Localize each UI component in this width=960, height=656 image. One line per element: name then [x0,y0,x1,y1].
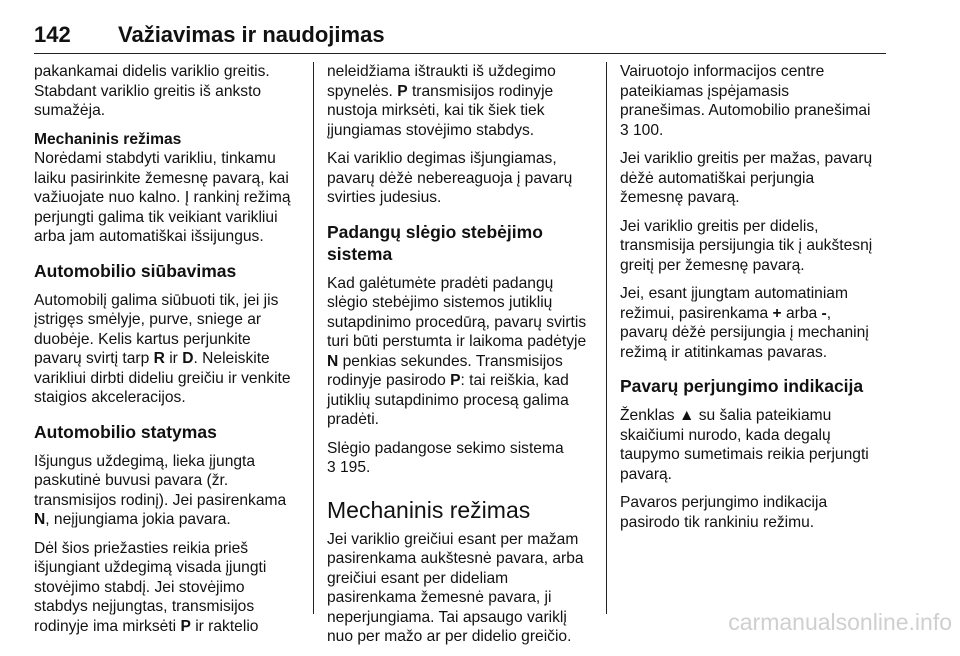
text-line: turi būti perstumta ir laikoma padėtyje [327,333,587,350]
text-line: Vairuotojo informacijos centre [620,63,825,80]
section-heading-statymas: Automobilio statymas [34,421,217,442]
gear-letter-n: N [327,352,339,370]
text-line: paskutinė buvusi pavara (žr. [34,472,229,489]
gear-letter-d: D [182,350,194,367]
text-line: transmisijos rodinį). Jei pasirenkama [34,491,287,509]
paragraph [327,62,592,140]
section-heading-indikacija: Pavarų perjungimo indikacija [620,376,864,396]
paragraph [34,130,302,247]
page-reference-link[interactable]: 3 195. [327,459,371,476]
text-line: Slėgio padangose sekimo sistema [327,439,564,457]
text: , neįjungiama jokia pavara. [45,511,231,528]
paragraph [327,530,592,647]
text-line [34,349,302,369]
text: arba [781,304,822,322]
text: : tai reiškia, kad [460,372,569,389]
paragraph [620,217,888,276]
gear-letter-n: N [34,511,46,528]
text-line [620,406,888,426]
text: ir [164,350,183,367]
text-line: Jei variklio greičiui esant per mažam [327,530,579,548]
text-line: Jei variklio greitis per didelis, [620,217,819,235]
paragraph [327,149,592,208]
paragraph [620,62,888,140]
paragraph [620,149,888,208]
text-line: Išjungus uždegimą, lieka įjungta [34,452,256,470]
text-line [327,371,592,391]
paragraph [34,62,302,121]
paragraph [620,493,888,532]
text: rodinyje pasirodo [327,372,451,389]
text-line: Norėdami stabdyti varikliu, tinkamu [34,150,276,167]
triangle-up-icon: ▲ [678,407,695,424]
text-line: Stabdant variklio greitis iš anksto [34,82,262,100]
gear-letter-p: P [397,82,408,100]
text-line: stovėjimo stabdį. Jei stovėjimo [34,578,245,596]
text-line: staigios akceleracijos. [34,389,186,406]
text: penkias sekundes. Transmisijos [338,352,563,370]
paragraph [327,274,592,430]
text-line: pavarų dėžė nebereaguoja į pavarų [327,169,573,187]
paragraph [34,291,302,408]
gear-letter-p: P [180,617,191,635]
text-line [620,304,888,324]
text-line: pradėti. [327,411,380,428]
text-line: Jei, esant įjungtam automatiniam [620,285,848,302]
text: su šalia pateikiamu [694,407,832,424]
text-line: režimą ir atitinkamas pavaras. [620,343,828,361]
plus-symbol: + [772,304,782,322]
text-line: laiku pasirinkite žemesnę pavarą, kai [34,169,289,187]
heading-line: Padangų slėgio stebėjimo [327,221,543,242]
column-1 [34,62,302,645]
text-line: dėžė automatiškai perjungia [620,169,815,187]
text: režimui, pasirenkama [620,304,773,322]
page-number: 142 [34,22,71,47]
heading-line: sistema [327,243,393,264]
text-line: neleidžiama ištraukti iš uždegimo [327,63,556,80]
page-title: Važiavimas ir naudojimas [118,22,385,47]
text-line: žemesnę pavarą. [620,189,740,206]
text-line: stabdys neįjungtas, transmisijos [34,598,255,615]
text-line: pasirenkama aukštesnė pavara, arba [327,550,584,567]
text-line: pasirodo tik rankiniu režimu. [620,513,815,531]
paragraph [620,406,888,484]
text-line: Kai variklio degimas išjungiamas, [327,150,557,167]
text-line: greičiui esant per dideliam [327,569,509,587]
text-line: transmisija persijungia tik į aukštesnį [620,237,873,254]
text-line: taupymo sumetimais reikia perjungti [620,446,869,463]
section-heading-padangu [327,221,592,265]
column-divider-2 [606,62,607,614]
text-line: įjungiamas stovėjimo stabdys. [327,121,535,139]
text-line [34,510,302,530]
text-line: važiuojate nuo kalno. Į rankinį režimą [34,189,291,206]
text: , [826,304,832,322]
column-3 [620,62,888,541]
paragraph [620,284,888,362]
paragraph [34,539,302,637]
section-heading-mechaninis: Mechaninis režimas [327,496,531,523]
gear-letter-p: P [450,372,461,389]
text-line: Automobilį galima siūbuoti tik, jei jis [34,291,279,309]
text-line [327,352,592,372]
text: transmisijos rodinyje [407,82,554,100]
text-line: pranešimas. Automobilio pranešimai [620,102,871,119]
text-line: greitį per žemesnę pavarą. [620,256,805,274]
watermark-logo: carmanualsonline.info [728,609,952,635]
minus-symbol: - [821,304,827,322]
text-line: sutapdinimo procedūrą, pavarų svirtis [327,313,587,331]
text-line: nustoja mirksėti, kai tik šiek tiek [327,102,545,119]
column-divider-1 [313,62,314,614]
page-reference-link[interactable]: 3 100. [620,121,664,139]
text: ir raktelio [190,617,259,635]
paragraph [327,439,592,478]
text: Ženklas [620,407,679,424]
text-line: sumažėja. [34,102,106,119]
text-line: pateikiamas įspėjamasis [620,82,790,100]
text-line: jutiklių sutapdinimo procesą galima [327,391,569,409]
text-line: pasirenkama žemesnė pavara, ji [327,589,552,606]
text: rodinyje ima mirksėti [34,617,181,635]
text-line: Jei variklio greitis per mažas, pavarų [620,150,873,167]
text-line: išjungiant uždegimą visada įjungti [34,559,267,576]
text-line: duobėje. Kelis kartus perjunkite [34,330,251,348]
text-line: Pavaros perjungimo indikacija [620,494,828,511]
text-line: pakankamai didelis variklio greitis. [34,63,270,80]
text-line: pavarą. [620,465,673,483]
text-line: nuo per mažo ar per didelio greičio. [327,628,572,645]
page-header [34,22,886,52]
text: spynelės. [327,82,398,100]
text-line: varikliui dirbti dideliu greičiu ir venkite [34,369,291,387]
section-heading-siubavimas: Automobilio siūbavimas [34,260,237,281]
text-line: perjungti galima tik veikiant varikliui [34,208,278,226]
text-line: skaičiumi nurodo, kada degalų [620,426,831,444]
text-line: neperjungiama. Tai apsaugo variklį [327,608,567,626]
header-divider [34,53,886,54]
text-line: slėgio stebėjimo sistemos jutiklių [327,294,553,311]
text-line: pavarų dėžė persijungia į mechaninį [620,324,869,341]
subheading-mechaninis: Mechaninis režimas [34,130,182,148]
text: pavarų svirtį tarp [34,350,154,367]
paragraph [34,452,302,530]
text-line [34,617,302,637]
text-line: įstrigęs smėlyje, purve, sniege ar [34,311,262,328]
text-line: arba jam automatiškai išsijungus. [34,228,264,245]
text-line: svirties judesius. [327,189,442,206]
text-line [327,82,592,102]
text-line: Dėl šios priežasties reikia prieš [34,539,249,557]
text-line: Kad galėtumėte pradėti padangų [327,274,554,292]
gear-letter-r: R [153,350,165,367]
column-2 [327,62,592,656]
text: . Neleiskite [193,350,270,367]
